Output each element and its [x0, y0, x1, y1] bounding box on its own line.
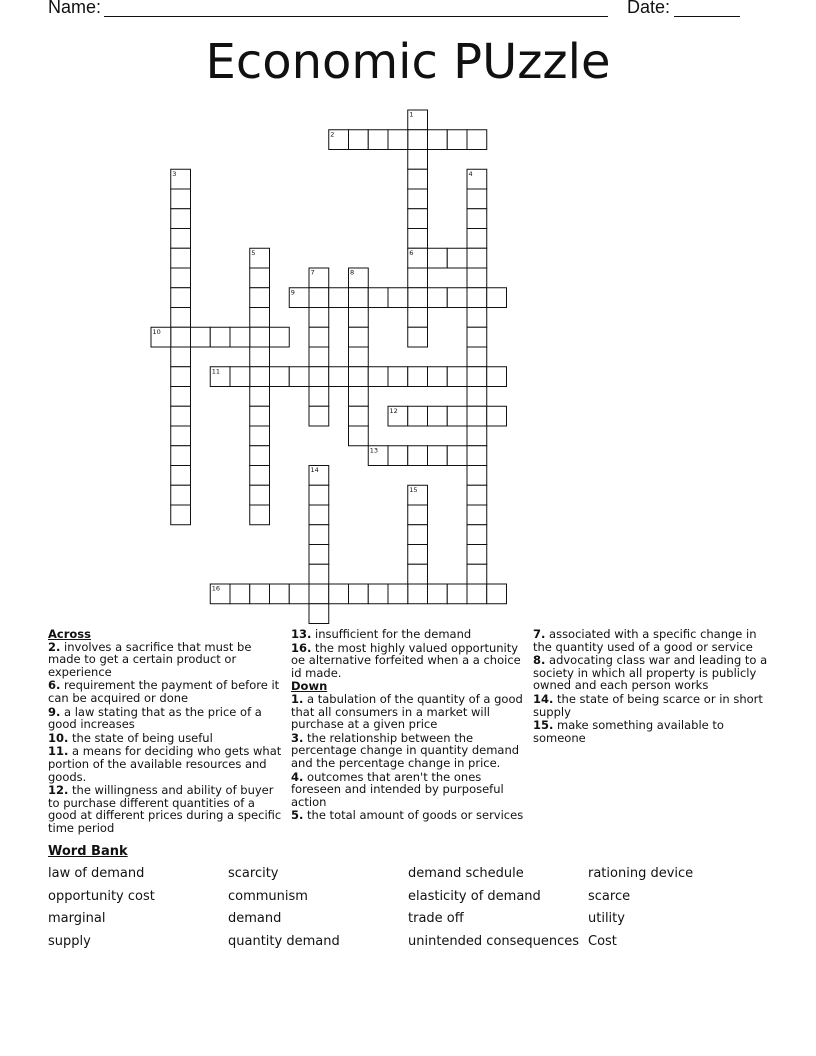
grid-cell[interactable] — [447, 367, 467, 387]
word-bank-item: opportunity cost — [48, 889, 155, 904]
clue-number-6: 6 — [409, 248, 414, 257]
grid-cell[interactable] — [428, 130, 448, 150]
grid-cell[interactable] — [309, 406, 329, 426]
grid-cell[interactable] — [467, 288, 487, 308]
clue-down-5: 5. the total amount of goods or services — [291, 808, 524, 823]
clues-column-2 — [291, 628, 527, 823]
grid-cell[interactable] — [171, 446, 191, 466]
grid-cell[interactable] — [428, 406, 448, 426]
grid-cell[interactable] — [171, 505, 191, 525]
grid-cell[interactable] — [309, 367, 329, 387]
grid-cell[interactable] — [230, 367, 250, 387]
grid-cell[interactable] — [467, 525, 487, 545]
grid-cell[interactable] — [309, 387, 329, 407]
clue-across-9: 9. a law stating that as the price of a good increases — [48, 704, 262, 732]
grid-cell[interactable] — [309, 545, 329, 565]
grid-cell[interactable] — [250, 505, 270, 525]
grid-cell[interactable] — [467, 308, 487, 328]
grid-cell[interactable] — [467, 327, 487, 347]
grid-cell[interactable] — [289, 288, 309, 308]
grid-cell[interactable] — [171, 387, 191, 407]
grid-cell[interactable] — [428, 288, 448, 308]
grid-cell[interactable] — [309, 466, 329, 486]
grid-cell[interactable] — [408, 169, 428, 189]
clue-number-5: 5 — [251, 248, 256, 257]
grid-cell[interactable] — [408, 248, 428, 268]
grid-cell[interactable] — [428, 584, 448, 604]
grid-cell[interactable] — [408, 150, 428, 170]
word-bank-item: Cost — [588, 934, 617, 949]
header — [0, 0, 816, 24]
grid-cell[interactable] — [349, 268, 369, 288]
word-bank-item: scarce — [588, 889, 631, 904]
word-bank-title: Word Bank — [48, 844, 128, 859]
word-bank-item: scarcity — [228, 866, 279, 881]
grid-cell[interactable] — [467, 130, 487, 150]
grid-cell[interactable] — [487, 288, 507, 308]
grid-cell[interactable] — [467, 367, 487, 387]
grid-cell[interactable] — [270, 584, 290, 604]
date-label: Date: — [627, 0, 671, 17]
grid-cell[interactable] — [309, 505, 329, 525]
grid-cell[interactable] — [349, 327, 369, 347]
grid-cell[interactable] — [250, 288, 270, 308]
grid-cell[interactable] — [388, 288, 408, 308]
grid-cell[interactable] — [408, 564, 428, 584]
grid-cell[interactable] — [171, 367, 191, 387]
grid-cell[interactable] — [447, 130, 467, 150]
word-bank-item: demand — [228, 911, 282, 926]
grid-cell[interactable] — [467, 387, 487, 407]
grid-cell[interactable] — [171, 248, 191, 268]
grid-cell[interactable] — [171, 466, 191, 486]
grid-cell[interactable] — [210, 584, 230, 604]
grid-cell[interactable] — [467, 584, 487, 604]
grid-cell[interactable] — [408, 505, 428, 525]
grid-cell[interactable] — [368, 367, 388, 387]
clue-across-6: 6. requirement the payment of before it can be acquired or done — [48, 678, 280, 705]
grid-cell[interactable] — [329, 584, 349, 604]
clue-number-13: 13 — [369, 446, 379, 455]
clues-column-1 — [48, 628, 284, 836]
grid-cell[interactable] — [250, 485, 270, 505]
clue-number-3: 3 — [172, 169, 177, 178]
grid-cell[interactable] — [151, 327, 171, 347]
name-field[interactable] — [104, 16, 608, 17]
clue-number-10: 10 — [152, 327, 161, 336]
grid-cell[interactable] — [171, 347, 191, 367]
grid-cell[interactable] — [408, 446, 428, 466]
grid-cell[interactable] — [309, 604, 329, 624]
grid-cell[interactable] — [250, 367, 270, 387]
grid-cell[interactable] — [171, 189, 191, 209]
grid-cell[interactable] — [368, 446, 388, 466]
grid-cell[interactable] — [171, 308, 191, 328]
grid-cell[interactable] — [250, 446, 270, 466]
grid-cell[interactable] — [171, 327, 191, 347]
grid-cell[interactable] — [408, 327, 428, 347]
grid-cell[interactable] — [408, 485, 428, 505]
grid-cell[interactable] — [388, 130, 408, 150]
grid-cell[interactable] — [467, 229, 487, 249]
clue-down-7: 7. associated with a specific change in the quantity used of a good or service — [533, 627, 757, 654]
grid-cell[interactable] — [349, 367, 369, 387]
grid-cell[interactable] — [408, 584, 428, 604]
clue-down-8: 8. advocating class war and leading to a society in which all property is publicly owned and each person works — [533, 653, 768, 693]
grid-cell[interactable] — [408, 110, 428, 130]
grid-cell[interactable] — [467, 248, 487, 268]
grid-cell[interactable] — [171, 406, 191, 426]
grid-cell[interactable] — [349, 584, 369, 604]
grid-cell[interactable] — [428, 446, 448, 466]
word-bank-item: quantity demand — [228, 934, 340, 949]
grid-cell[interactable] — [270, 367, 290, 387]
grid-cell[interactable] — [408, 189, 428, 209]
grid-cell[interactable] — [487, 406, 507, 426]
grid-cell[interactable] — [447, 446, 467, 466]
grid-cell[interactable] — [487, 584, 507, 604]
grid-cell[interactable] — [250, 406, 270, 426]
grid-cell[interactable] — [329, 367, 349, 387]
grid-cell[interactable] — [270, 327, 290, 347]
clue-across-16: 16. the most highly valued opportunity oe alternative forfeited when a a choice id made. — [291, 640, 521, 680]
clue-number-16: 16 — [211, 584, 221, 593]
grid-cell[interactable] — [349, 406, 369, 426]
grid-cell[interactable] — [487, 367, 507, 387]
grid-cell[interactable] — [349, 387, 369, 407]
grid-cell[interactable] — [467, 564, 487, 584]
grid-cell[interactable] — [368, 130, 388, 150]
clue-across-10: 10. the state of being useful — [48, 730, 213, 745]
grid-cell[interactable] — [171, 288, 191, 308]
grid-cell[interactable] — [467, 446, 487, 466]
word-bank-item: rationing device — [588, 866, 694, 881]
grid-cell[interactable] — [349, 288, 369, 308]
grid-cell[interactable] — [467, 209, 487, 229]
grid-cell[interactable] — [349, 426, 369, 446]
grid-cell[interactable] — [447, 288, 467, 308]
grid-cell[interactable] — [349, 130, 369, 150]
clue-number-7: 7 — [310, 268, 315, 277]
grid-cell[interactable] — [408, 268, 428, 288]
clue-down-3: 3. the relationship between the percentage change in quantity demand and the percentage change in price. — [291, 730, 520, 770]
grid-cell[interactable] — [349, 347, 369, 367]
grid-cell[interactable] — [250, 426, 270, 446]
grid-cell[interactable] — [467, 505, 487, 525]
grid-cell[interactable] — [230, 327, 250, 347]
grid-cell[interactable] — [467, 189, 487, 209]
name-label: Name: — [48, 0, 102, 17]
grid-cell[interactable] — [309, 564, 329, 584]
grid-cell[interactable] — [467, 268, 487, 288]
clue-across-11: 11. a means for deciding who gets what portion of the available resources and goods. — [48, 744, 282, 784]
grid-cell[interactable] — [428, 367, 448, 387]
clue-down-15: 15. make something available to someone — [533, 718, 724, 745]
word-bank-item: trade off — [408, 911, 464, 926]
grid-cell[interactable] — [467, 347, 487, 367]
grid-cell[interactable] — [309, 347, 329, 367]
word-bank-item: supply — [48, 934, 91, 949]
grid-cell[interactable] — [349, 308, 369, 328]
grid-cell[interactable] — [388, 446, 408, 466]
grid-cell[interactable] — [309, 584, 329, 604]
grid-cell[interactable] — [447, 248, 467, 268]
grid-cell[interactable] — [309, 308, 329, 328]
clues-column-3 — [533, 628, 769, 745]
clue-number-12: 12 — [389, 406, 398, 415]
grid-cell[interactable] — [447, 406, 467, 426]
grid-cell[interactable] — [210, 327, 230, 347]
grid-cell[interactable] — [230, 584, 250, 604]
word-bank-item: utility — [588, 911, 625, 926]
grid-cell[interactable] — [467, 545, 487, 565]
grid-cell[interactable] — [408, 525, 428, 545]
grid-cell[interactable] — [250, 248, 270, 268]
grid-cell[interactable] — [467, 466, 487, 486]
grid-cell[interactable] — [171, 426, 191, 446]
word-bank-item: law of demand — [48, 866, 145, 881]
grid-cell[interactable] — [467, 485, 487, 505]
grid-cell[interactable] — [368, 288, 388, 308]
grid-cell[interactable] — [309, 327, 329, 347]
grid-cell[interactable] — [408, 367, 428, 387]
grid-cell[interactable] — [171, 209, 191, 229]
grid-cell[interactable] — [467, 406, 487, 426]
clue-down-14: 14. the state of being scarce or in short supply — [533, 691, 763, 719]
grid-cell[interactable] — [171, 485, 191, 505]
grid-cell[interactable] — [250, 308, 270, 328]
grid-cell[interactable] — [408, 406, 428, 426]
grid-cell[interactable] — [329, 130, 349, 150]
clue-down-1: 1. a tabulation of the quantity of a good that all consumers in a market will purchase at a given price — [291, 691, 523, 732]
grid-cell[interactable] — [191, 327, 211, 347]
grid-cell[interactable] — [250, 268, 270, 288]
clue-down-4: 4. outcomes that aren't the ones foreseen and intended by purposeful action — [291, 769, 504, 809]
clue-number-11: 11 — [211, 367, 221, 376]
grid-cell[interactable] — [428, 248, 448, 268]
grid-cell[interactable] — [250, 327, 270, 347]
grid-cell[interactable] — [250, 466, 270, 486]
grid-cell[interactable] — [408, 545, 428, 565]
grid-cell[interactable] — [408, 229, 428, 249]
clue-number-9: 9 — [290, 288, 295, 297]
grid-cell[interactable] — [368, 584, 388, 604]
clue-number-15: 15 — [409, 485, 418, 494]
grid-cell[interactable] — [250, 347, 270, 367]
grid-cell[interactable] — [171, 268, 191, 288]
grid-cell[interactable] — [289, 367, 309, 387]
clue-across-12: 12. the willingness and ability of buyer to purchase different quantities of a good at different prices during a specific time period — [48, 783, 282, 835]
grid-cell[interactable] — [309, 525, 329, 545]
page-title: Economic PUzzle — [205, 34, 611, 90]
grid-cell[interactable] — [388, 584, 408, 604]
word-bank-item: marginal — [48, 911, 106, 926]
grid-cell[interactable] — [210, 367, 230, 387]
across-heading: Across — [48, 627, 91, 641]
word-bank-item: unintended consequences — [408, 934, 580, 949]
word-bank-item: communism — [228, 889, 308, 904]
grid-cell[interactable] — [250, 584, 270, 604]
grid-cell[interactable] — [467, 426, 487, 446]
grid-cell[interactable] — [408, 288, 428, 308]
grid-cell[interactable] — [408, 209, 428, 229]
grid-cell[interactable] — [408, 308, 428, 328]
grid-cell[interactable] — [447, 584, 467, 604]
clue-across-13: 13. insufficient for the demand — [291, 627, 472, 641]
clue-number-4: 4 — [468, 169, 473, 178]
grid-cell[interactable] — [250, 387, 270, 407]
grid-cell[interactable] — [171, 169, 191, 189]
word-bank-item: demand schedule — [408, 866, 524, 881]
date-field[interactable] — [674, 16, 740, 17]
grid-cell[interactable] — [309, 485, 329, 505]
grid-cell[interactable] — [388, 406, 408, 426]
clue-number-2: 2 — [330, 130, 335, 139]
clue-across-2: 2. involves a sacrifice that must be made to get a certain product or experience — [48, 639, 252, 679]
grid-cell[interactable] — [408, 130, 428, 150]
grid-cell[interactable] — [289, 584, 309, 604]
grid-cell[interactable] — [171, 229, 191, 249]
grid-cell[interactable] — [467, 169, 487, 189]
grid-cell[interactable] — [309, 268, 329, 288]
clue-number-1: 1 — [409, 110, 414, 119]
grid-cell[interactable] — [388, 367, 408, 387]
clue-number-14: 14 — [310, 466, 319, 474]
down-heading: Down — [291, 679, 328, 694]
clue-number-8: 8 — [350, 268, 355, 277]
grid-cell[interactable] — [329, 288, 349, 308]
grid-cell[interactable] — [309, 288, 329, 308]
word-bank-item: elasticity of demand — [408, 889, 541, 904]
